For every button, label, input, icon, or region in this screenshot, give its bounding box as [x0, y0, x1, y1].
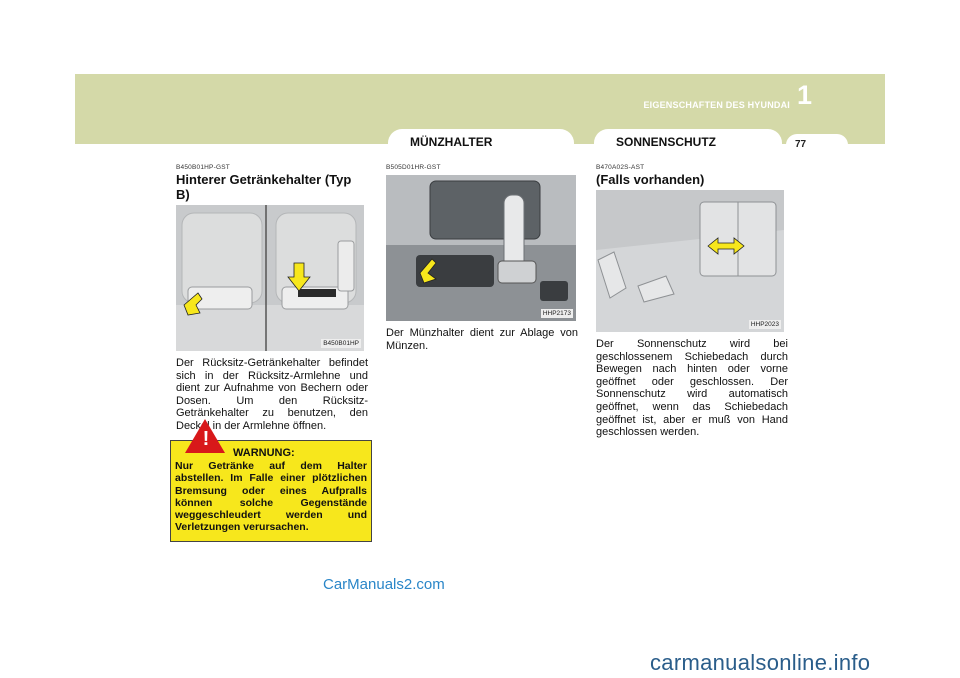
- photo-label: HHP2023: [750, 321, 779, 328]
- section-code: B505D01HR-GST: [386, 164, 441, 171]
- section-heading: Hinterer Getränkehalter (Typ B): [176, 172, 352, 202]
- watermark-bottom: carmanualsonline.info: [650, 650, 871, 675]
- column-cupholder: [176, 160, 368, 433]
- section-tab-sonnenschutz: [594, 129, 782, 157]
- column-sunshade: [596, 160, 788, 439]
- section-code: B450B01HP-GST: [176, 164, 230, 171]
- photo-label: HHP2173: [542, 310, 571, 317]
- section-code: B470A02S-AST: [596, 164, 645, 171]
- body-text: Der Münzhalter dient zur Ablage von Münzen.: [386, 327, 578, 352]
- photo-label: B450B01HP: [323, 340, 359, 347]
- section-tab-muenzhalter: [388, 129, 574, 157]
- watermark-left: CarManuals2.com: [323, 576, 445, 593]
- column-coin-holder: [386, 160, 578, 352]
- section-heading: (Falls vorhanden): [596, 172, 705, 187]
- coin-holder-photo: [386, 175, 576, 321]
- cupholder-illustration: [176, 205, 364, 351]
- warning-body: Nur Getränke auf dem Halter abstellen. Im Falle einer plötzlichen Bremsung oder eines Aufpralls können solche Gegenstände weggeschleudert werden und Verletzungen verursachen.: [175, 460, 367, 534]
- body-text: Der Sonnenschutz wird bei geschlossenem Schiebedach durch Bewegen nach hinten oder vorne geöffnet oder geschlossen. Der Sonnenschutz wird automatisch geöffnet, wenn das Schiebedach geöffnet ist, aber er muß von Hand geschlossen werden.: [596, 338, 788, 439]
- cupholder-photo: [176, 205, 364, 351]
- sunshade-illustration: [596, 190, 784, 332]
- section-title-muenzhalter: MÜNZHALTER: [410, 135, 493, 149]
- page-number: 77: [795, 139, 807, 150]
- warning-title: WARNUNG:: [233, 447, 295, 459]
- chapter-number: 1: [797, 80, 813, 110]
- section-title-sonnenschutz: SONNENSCHUTZ: [616, 135, 717, 149]
- chapter-title: EIGENSCHAFTEN DES HYUNDAI: [643, 100, 790, 110]
- coin-holder-illustration: [386, 175, 576, 321]
- warning-box: [170, 428, 372, 542]
- body-text: Der Rücksitz-Getränkehalter befindet sich in der Rücksitz-Armlehne und dient zur Aufnahme von Bechern oder Dosen. Um den Rücksitz-Getränkehalter zu benutzen, den Deckel in der Armlehne öffnen.: [176, 357, 368, 432]
- warning-exclamation: !: [202, 428, 210, 450]
- sunshade-photo: [596, 190, 784, 332]
